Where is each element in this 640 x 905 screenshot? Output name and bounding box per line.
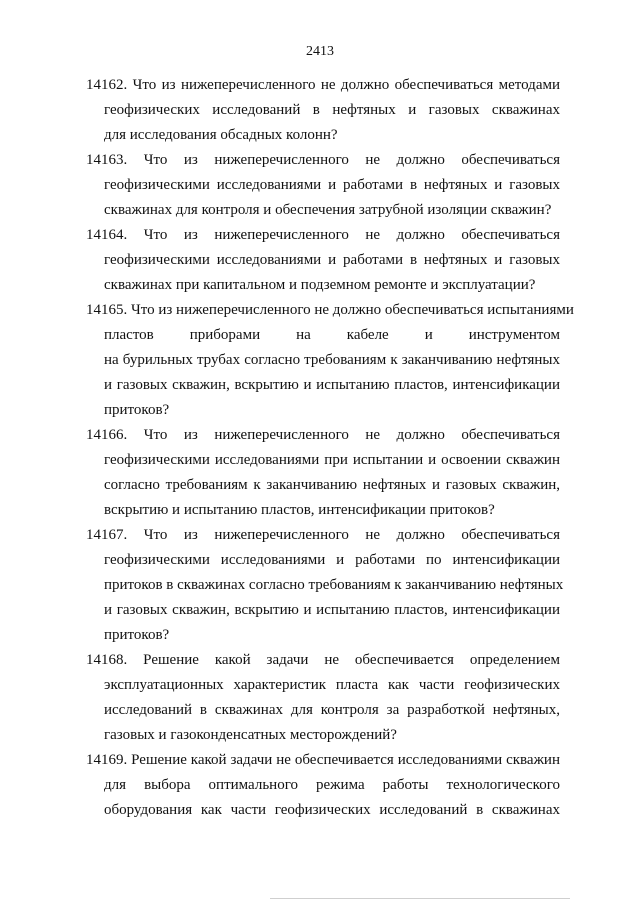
question-line: геофизическими исследованиями при испытании и освоении скважин [104,452,560,468]
question-line: и газовых скважин, вскрытию и испытанию пластов, интенсификации [104,377,560,393]
question-line: притоков? [104,627,170,643]
question-line: геофизическими исследованиями и работами по интенсификации [104,552,560,568]
question-line: скважинах при капитальном и подземном ремонте и эксплуатации? [104,277,536,293]
question-line: притоков в скважинах согласно требованиям к заканчиванию нефтяных [104,577,564,593]
question-line: газовых и газоконденсатных месторождений? [104,727,397,743]
question-line: согласно требованиям к заканчиванию нефтяных и газовых скважин, [104,477,560,493]
question-line: 14169. Решение какой задачи не обеспечивается исследованиями скважин [86,752,560,768]
question-line: 14168. Решение какой задачи не обеспечивается определением [86,652,560,668]
question-line: 14164. Что из нижеперечисленного не должно обеспечиваться [86,227,560,243]
question-line: скважинах для контроля и обеспечения затрубной изоляции скважин? [104,202,552,218]
question-line: и газовых скважин, вскрытию и испытанию пластов, интенсификации [104,602,560,618]
question-line: геофизическими исследованиями и работами в нефтяных и газовых [104,252,560,268]
question-line: геофизическими исследованиями и работами в нефтяных и газовых [104,177,560,193]
scan-edge-line [270,898,570,899]
question-line: 14167. Что из нижеперечисленного не должно обеспечиваться [86,527,560,543]
question-line: 14163. Что из нижеперечисленного не должно обеспечиваться [86,152,560,168]
question-line: вскрытию и испытанию пластов, интенсификации притоков? [104,502,495,518]
question-line: для исследования обсадных колонн? [104,127,338,143]
question-line: притоков? [104,402,170,418]
question-line: исследований в скважинах для контроля за разработкой нефтяных, [104,702,560,718]
question-line: пластов приборами на кабеле и инструментом [104,327,560,343]
question-line: 14162. Что из нижеперечисленного не должно обеспечиваться методами [86,77,560,93]
page-number: 2413 [306,44,334,59]
question-line: на бурильных трубах согласно требованиям к заканчиванию нефтяных [104,352,560,368]
question-line: оборудования как части геофизических исследований в скважинах [104,802,560,818]
question-line: геофизических исследований в нефтяных и газовых скважинах [104,102,560,118]
question-line: эксплуатационных характеристик пласта как части геофизических [104,677,560,693]
question-line: 14166. Что из нижеперечисленного не должно обеспечиваться [86,427,560,443]
question-line: для выбора оптимального режима работы технологического [104,777,560,793]
question-line: 14165. Что из нижеперечисленного не должно обеспечиваться испытаниями [86,302,574,318]
